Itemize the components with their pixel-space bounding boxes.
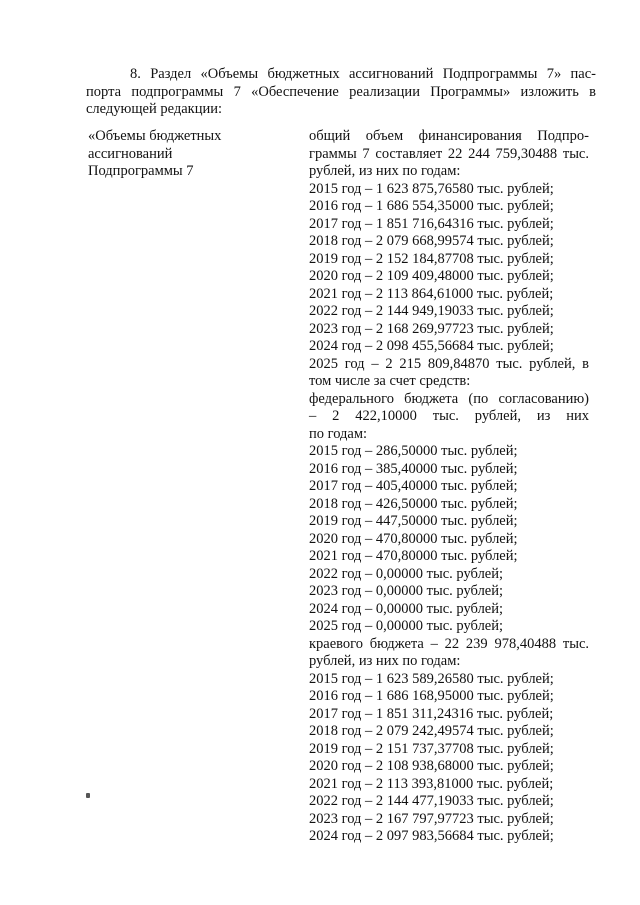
total-year-line: 2018 год – 2 079 668,99574 тыс. рублей; — [309, 233, 554, 249]
total-line: граммы 7 составляет 22 244 759,30488 тыс. — [309, 145, 589, 162]
total-line: рублей, из них по годам: — [309, 163, 461, 179]
total-year-line: 2021 год – 2 113 864,61000 тыс. рублей; — [309, 285, 554, 302]
regional-year-line: 2015 год – 1 623 589,26580 тыс. рублей; — [309, 670, 554, 687]
regional-line: краевого бюджета – 22 239 978,40488 тыс. — [309, 635, 589, 652]
intro-line: следующей редакции: — [86, 101, 223, 117]
regional-year-line: 2023 год – 2 167 797,97723 тыс. рублей; — [309, 810, 554, 827]
regional-year-line: 2018 год – 2 079 242,49574 тыс. рублей; — [309, 723, 554, 739]
section-label-line: Подпрограммы 7 — [88, 163, 194, 179]
funding-details — [309, 128, 589, 846]
total-year-line: 2023 год – 2 168 269,97723 тыс. рублей; — [309, 320, 554, 337]
intro-line: порта подпрограммы 7 «Обеспечение реализации Программы» изложить в — [86, 83, 596, 100]
section-label-line: ассигнований — [88, 145, 173, 162]
regional-year-line: 2016 год – 1 686 168,95000 тыс. рублей; — [309, 688, 554, 704]
federal-line: по годам: — [309, 425, 368, 442]
regional-year-line: 2020 год – 2 108 938,68000 тыс. рублей; — [309, 758, 554, 774]
section-label-line: «Объемы бюджетных — [88, 128, 222, 144]
regional-line: рублей, из них по годам: — [309, 653, 461, 669]
federal-year-line: 2015 год – 286,50000 тыс. рублей; — [309, 443, 518, 459]
total-year-line: 2015 год – 1 623 875,76580 тыс. рублей; — [309, 180, 554, 197]
regional-year-line: 2019 год – 2 151 737,37708 тыс. рублей; — [309, 740, 554, 757]
federal-year-line: 2019 год – 447,50000 тыс. рублей; — [309, 513, 518, 529]
federal-line: федерального бюджета (по согласованию) — [309, 390, 589, 407]
federal-year-line: 2017 год – 405,40000 тыс. рублей; — [309, 478, 518, 494]
section-label — [88, 128, 278, 181]
total-line: общий объем финансирования Подпро- — [309, 128, 589, 144]
total-year-line: 2017 год – 1 851 716,64316 тыс. рублей; — [309, 215, 554, 232]
total-year-line: 2024 год – 2 098 455,56684 тыс. рублей; — [309, 338, 554, 354]
total-year-line: 2025 год – 2 215 809,84870 тыс. рублей, в — [309, 355, 589, 372]
scan-speck — [86, 793, 90, 798]
intro-line: 8. Раздел «Объемы бюджетных ассигнований Подпрограммы 7» пас- — [130, 66, 596, 82]
regional-year-line: 2017 год – 1 851 311,24316 тыс. рублей; — [309, 705, 554, 722]
federal-year-line: 2022 год – 0,00000 тыс. рублей; — [309, 565, 504, 582]
regional-year-line: 2021 год – 2 113 393,81000 тыс. рублей; — [309, 775, 554, 792]
federal-year-line: 2025 год – 0,00000 тыс. рублей; — [309, 618, 504, 634]
federal-year-line: 2024 год – 0,00000 тыс. рублей; — [309, 600, 504, 617]
total-line: том числе за счет средств: — [309, 373, 471, 389]
federal-year-line: 2023 год – 0,00000 тыс. рублей; — [309, 583, 504, 599]
federal-year-line: 2016 год – 385,40000 тыс. рублей; — [309, 460, 518, 477]
regional-year-line: 2022 год – 2 144 477,19033 тыс. рублей; — [309, 793, 554, 809]
total-year-line: 2016 год – 1 686 554,35000 тыс. рублей; — [309, 198, 554, 214]
total-year-line: 2022 год – 2 144 949,19033 тыс. рублей; — [309, 303, 554, 319]
intro-paragraph — [86, 66, 596, 119]
total-year-line: 2020 год – 2 109 409,48000 тыс. рублей; — [309, 268, 554, 284]
federal-year-line: 2018 год – 426,50000 тыс. рублей; — [309, 495, 518, 512]
total-year-line: 2019 год – 2 152 184,87708 тыс. рублей; — [309, 250, 554, 267]
regional-year-line: 2024 год – 2 097 983,56684 тыс. рублей; — [309, 828, 554, 844]
federal-line: – 2 422,10000 тыс. рублей, из них — [309, 408, 589, 424]
federal-year-line: 2020 год – 470,80000 тыс. рублей; — [309, 530, 518, 547]
federal-year-line: 2021 год – 470,80000 тыс. рублей; — [309, 548, 518, 564]
